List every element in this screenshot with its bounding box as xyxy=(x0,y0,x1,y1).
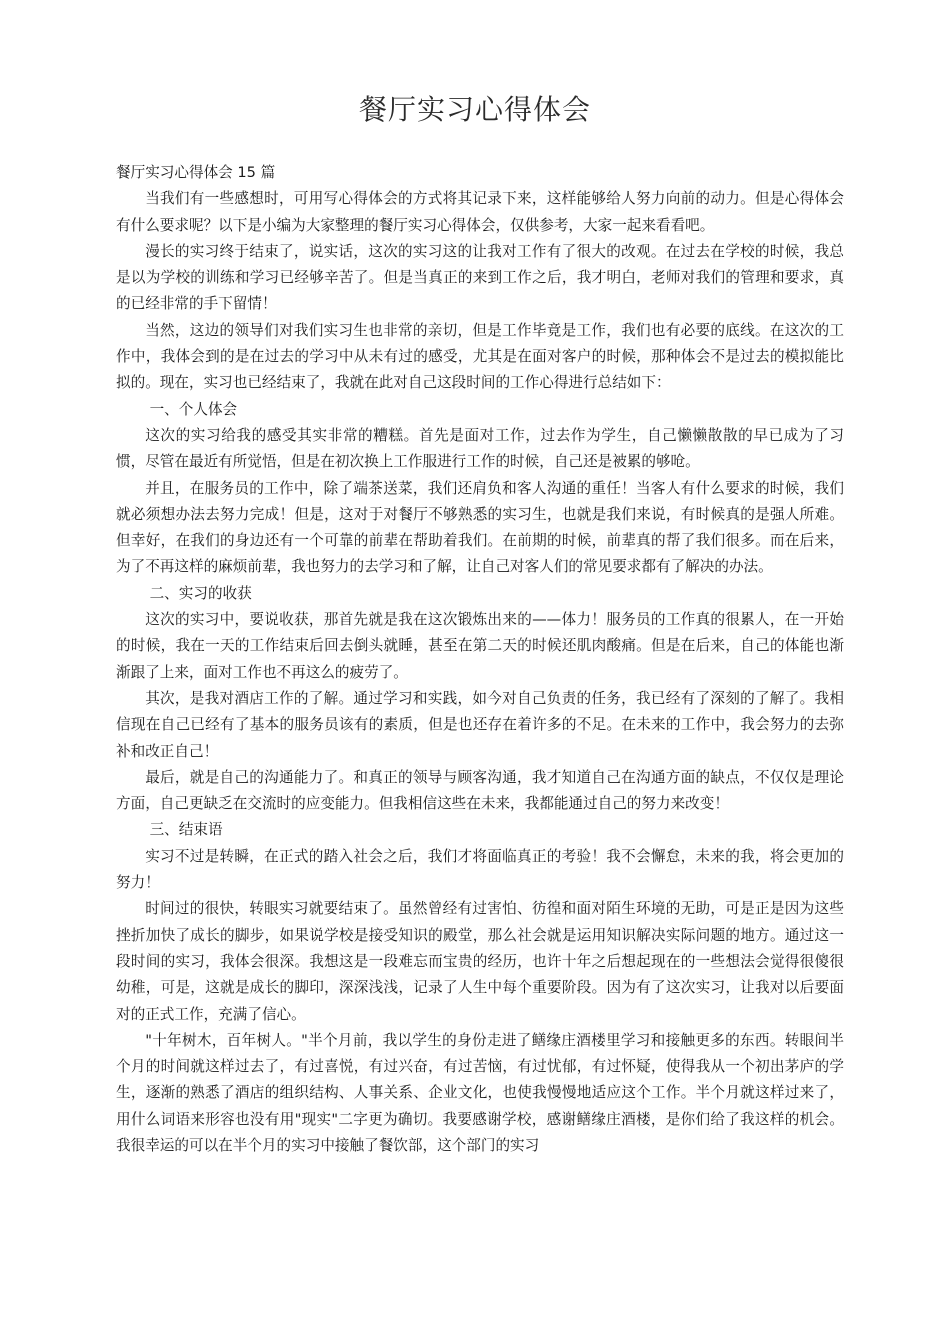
document-title: 餐厅实习心得体会 xyxy=(358,93,591,126)
section-heading: 二、实习的收获 xyxy=(149,584,252,602)
section-heading: 三、结束语 xyxy=(149,821,223,839)
paragraph: 这次的实习给我的感受其实非常的糟糕。首先是面对工作，过去作为学生，自己懒懒散散的早已成为了习惯，尽管在最近有所觉悟，但是在初次换上工作服进行工作的时候，自己还是被累的够呛。 xyxy=(116,426,844,471)
paragraph: 当然，这边的领导们对我们实习生也非常的亲切，但是工作毕竟是工作，我们也有必要的底线。在这次的工作中，我体会到的是在过去的学习中从未有过的感受，尤其是在面对客户的时候，那种体会不是过去的模拟能比拟的。现在，实习也已经结束了，我就在此对自己这段时间的工作心得进行总结如下： xyxy=(116,321,844,392)
paragraph: "十年树木，百年树人。"半个月前，我以学生的身份走进了鳝缘庄酒楼里学习和接触更多的东西。转眼间半个月的时间就这样过去了，有过喜悦，有过兴奋，有过苦恼，有过忧郁，有过怀疑，使得我从一个初出茅庐的学生，逐渐的熟悉了酒店的组织结构、人事关系、企业文化，也使我慢慢地适应这个工作。半个月就这样过来了，用什么词语来形容也没有用"现实"二字更为确切。我要感谢学校，感谢鳝缘庄酒楼，是你们给了我这样的机会。我很幸运的可以在半个月的实习中接触了餐饮部，这个部门的实习 xyxy=(116,1031,844,1154)
paragraph: 时间过的很快，转眼实习就要结束了。虽然曾经有过害怕、彷徨和面对陌生环境的无助，可是正是因为这些挫折加快了成长的脚步，如果说学校是接受知识的殿堂，那么社会就是运用知识解决实际问题的地方。通过这一段时间的实习，我体会很深。我想这是一段难忘而宝贵的经历，也许十年之后想起现在的一些想法会觉得很傻很幼稚，可是，这就是成长的脚印，深深浅浅，记录了人生中每个重要阶段。因为有了这次实习，让我对以后要面对的正式工作，充满了信心。 xyxy=(116,900,844,1023)
paragraph: 最后，就是自己的沟通能力了。和真正的领导与顾客沟通，我才知道自己在沟通方面的缺点，不仅仅是理论方面，自己更缺乏在交流时的应变能力。但我相信这些在未来，我都能通过自己的努力来改变！ xyxy=(116,768,844,813)
section-heading: 一、个人体会 xyxy=(149,400,238,418)
paragraph: 其次，是我对酒店工作的了解。通过学习和实践，如今对自己负责的任务，我已经有了深刻的了解了。我相信现在自己已经有了基本的服务员该有的素质，但是也还存在着许多的不足。在未来的工作中，我会努力的去弥补和改正自己！ xyxy=(116,689,844,760)
document-subtitle: 餐厅实习心得体会 15 篇 xyxy=(116,164,276,181)
document-body xyxy=(116,160,844,1159)
paragraph: 并且，在服务员的工作中，除了端茶送菜，我们还肩负和客人沟通的重任！当客人有什么要求的时候，我们就必须想办法去努力完成！但是，这对于对餐厅不够熟悉的实习生，也就是我们来说，有时候真的是强人所难。但幸好，在我们的身边还有一个可靠的前辈在帮助着我们。在前期的时候，前辈真的帮了我们很多。而在后来，为了不再这样的麻烦前辈，我也努力的去学习和了解，让自己对客人们的常见要求都有了解决的办法。 xyxy=(116,479,844,576)
paragraph-intro: 当我们有一些感想时，可用写心得体会的方式将其记录下来，这样能够给人努力向前的动力。但是心得体会有什么要求呢？以下是小编为大家整理的餐厅实习心得体会，仅供参考，大家一起来看看吧。 xyxy=(116,190,844,234)
paragraph: 漫长的实习终于结束了，说实话，这次的实习这的让我对工作有了很大的改观。在过去在学校的时候，我总是以为学校的训练和学习已经够辛苦了。但是当真正的来到工作之后，我才明白，老师对我们的管理和要求，真的已经非常的手下留情！ xyxy=(116,242,844,313)
paragraph: 实习不过是转瞬，在正式的踏入社会之后，我们才将面临真正的考验！我不会懈怠，未来的我，将会更加的努力！ xyxy=(116,847,844,892)
paragraph: 这次的实习中，要说收获，那首先就是我在这次锻炼出来的——体力！服务员的工作真的很累人，在一开始的时候，我在一天的工作结束后回去倒头就睡，甚至在第二天的时候还肌肉酸痛。但是在后来，自己的体能也渐渐跟了上来，面对工作也不再这么的疲劳了。 xyxy=(116,611,844,681)
